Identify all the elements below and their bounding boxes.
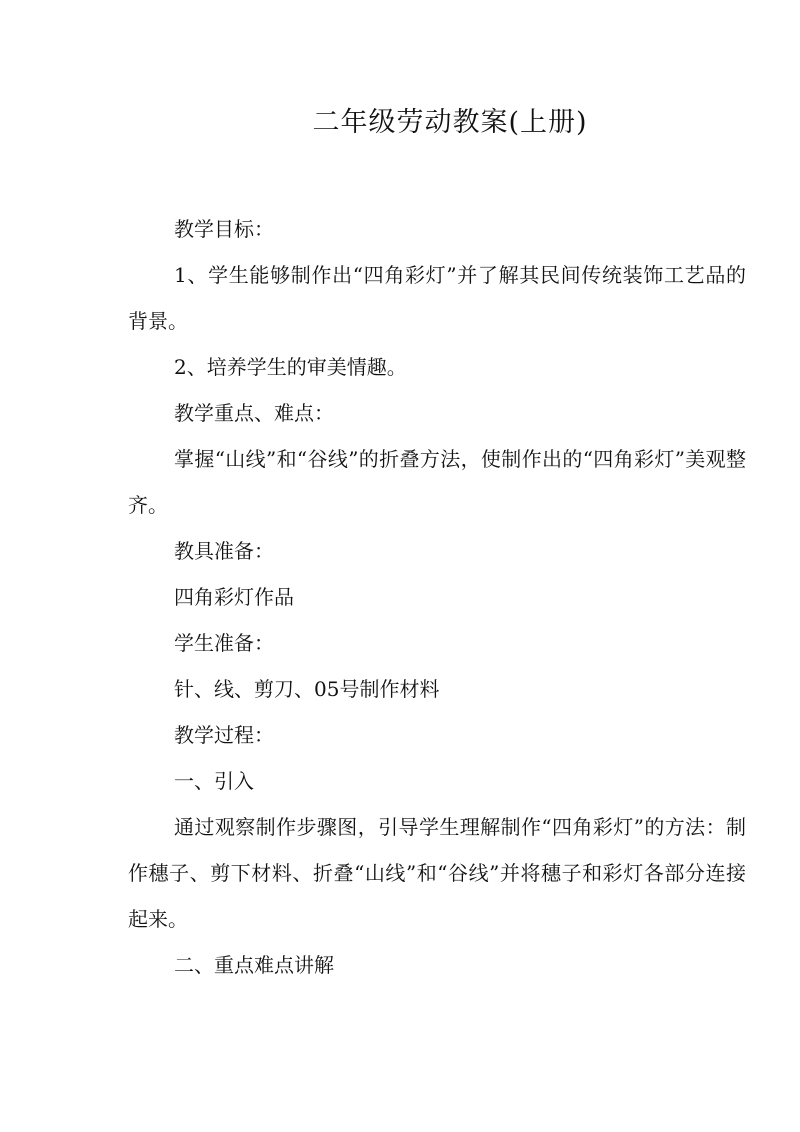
paragraph-process-heading: 教学过程： — [174, 723, 274, 747]
paragraph-goal-1: 1、学生能够制作出“四角彩灯”并了解其民间传统装饰工艺品的背景。 — [128, 263, 746, 333]
paragraph-goal-2: 2、培养学生的审美情趣。 — [174, 355, 407, 379]
paragraph-student-prep: 针、线、剪刀、05号制作材料 — [174, 677, 440, 701]
paragraph-student-prep-heading: 学生准备： — [174, 631, 274, 655]
paragraph-section-intro: 一、引入 — [174, 769, 254, 793]
paragraph-teaching-goals-heading: 教学目标： — [174, 217, 274, 241]
document-body — [128, 206, 746, 988]
paragraph-key-points: 掌握“山线”和“谷线”的折叠方法，使制作出的“四角彩灯”美观整齐。 — [128, 447, 746, 517]
paragraph-intro-body: 通过观察制作步骤图，引导学生理解制作“四角彩灯”的方法：制作穗子、剪下材料、折叠“山线”和“谷线”并将穗子和彩灯各部分连接起来。 — [128, 815, 746, 931]
paragraph-key-points-heading: 教学重点、难点： — [174, 401, 334, 425]
paragraph-teaching-aids: 四角彩灯作品 — [174, 585, 294, 609]
paragraph-teaching-aids-heading: 教具准备： — [174, 539, 274, 563]
paragraph-section-key-points: 二、重点难点讲解 — [174, 953, 334, 977]
document-title: 二年级劳动教案(上册) — [312, 107, 588, 138]
